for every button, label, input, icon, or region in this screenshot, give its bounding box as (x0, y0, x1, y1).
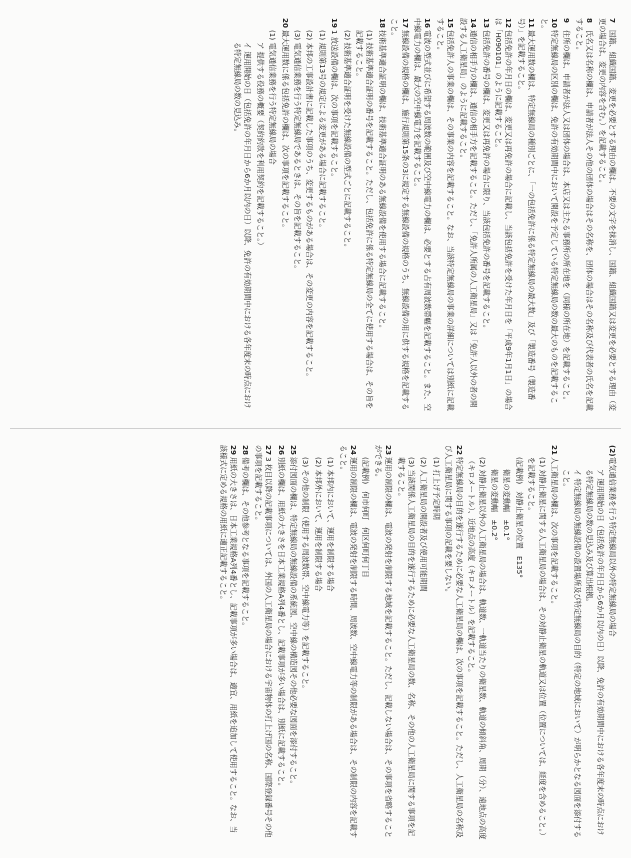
column-divider (10, 428, 621, 429)
note-number: 24 (349, 445, 359, 456)
note-text: 技術基準適合証明の欄は、技術基準適合証明のある無線設備を使用する場合に記載すること。 (377, 30, 387, 332)
note-text: (2) 本邦の工事設計書に記載した事項のうち、変更するものがある場合は、その変更の内容を記載すること。 (305, 30, 315, 381)
note-item (372, 445, 393, 840)
note-item (526, 445, 547, 840)
note-item (376, 18, 386, 413)
note-item (489, 445, 499, 840)
note-text: 運用の制限の欄は、電波の発射を制限する時間、周波数、空中線電力等の制限がある場合は、その制限の内容を記載すること。 (338, 445, 359, 838)
note-item (267, 18, 277, 413)
note-item (252, 445, 273, 840)
note-text: (3) その他の制限（使用する周波数帯、空中線電力等）を記載すること。 (301, 457, 311, 693)
note-text: 最大運用数の欄は、特定無線局の種別ごとに、「一の包括免許に係る特定無線局の最大数」及び「製造番号（製造番号）」を記載すること。 (516, 18, 537, 401)
note-text: (3) 電気通信業務を行う特定無線局であるときは、その旨を記載すること。 (293, 30, 303, 273)
note-item (584, 445, 605, 840)
note-item (457, 18, 478, 413)
note-text: (1) 本邦内において、運用を制限する場合 (326, 457, 336, 592)
note-text: (記載例) 対静止衛星の位置 E135° (514, 457, 524, 578)
note-text: (2) 本邦外において、運用を制限する場合 (313, 457, 323, 592)
note-text: (2) 対静止衛星以外の人工衛星局の場合は、軌道数、一軌道当たりの衛星数、軌道の傾斜角、周期（分）、遠地点の高度（キロメートル）、近地点の高度（キロメートル）を記載すること。 (467, 457, 487, 840)
note-item (466, 445, 487, 840)
note-item (513, 445, 523, 840)
note-item (443, 445, 464, 840)
note-text: 国籍、組織国籍、変更を必要とする理由の欄は、不要の文字を抹消し、国籍、組織国籍又は変更を必要とする理由（変更の場合は、変更の内容を含む。）を記載すること。 (597, 18, 617, 411)
note-item (418, 445, 428, 840)
note-text: イ 運用開始の日（包括免許の年月日から6か月以内の日）以降、免許の有効期間中における各年度末の時点における特定無線局の数の見込み。 (233, 42, 253, 409)
note-text: イ 特定無線局の無線設備の設置場所及び特定無線局の目的（特定の地域において）が明らかとなる図面を添付すること。 (562, 469, 582, 838)
note-text: 用紙の大きさは、日本工業規格A列4番とし、記載事項が多い場合は、適宜、用紙を追加して使用すること。なお、当該様式に定める規格の用紙に適正記載すること。 (218, 445, 238, 834)
note-text: 衛星の変動幅 ±0.2° (489, 469, 499, 541)
note-number: 8 (585, 18, 595, 24)
note-text: (2) 技術基準適合証明を受けた無線設備の型式ごとに記載すること。 (342, 30, 352, 251)
note-item (312, 445, 322, 840)
note-number: 21 (549, 445, 559, 456)
note-number: 16 (423, 18, 433, 29)
note-number: 28 (241, 445, 251, 456)
note-text: (記載例) 何市何町 何区何町何丁目 (361, 457, 371, 578)
note-number: (2) (608, 445, 617, 457)
note-text: 特定無線局の区別の欄は、免許の有効期間中において開設を予定している特定無線局の数の最大のものを記載すること。 (539, 18, 559, 404)
note-item (480, 18, 490, 413)
note-text: 運用の制限の欄は、電波の発射を制限する地域を記載すること。ただし、記載しない場合は、その事項を省略することができる。 (373, 445, 394, 838)
note-item (300, 445, 310, 840)
note-text: (1) 対静止衛星に関する人工衛星局の場合は、その対静止衛星の軌道又は位置（位置については、経度を含めること。）を記載すること。 (527, 457, 547, 840)
note-item (360, 445, 370, 840)
left-column (14, 18, 617, 413)
note-number: 29 (229, 445, 238, 456)
note-text: 備考の欄は、その他参考となる事項を記載すること。 (241, 457, 251, 630)
note-item (515, 18, 536, 413)
note-number: 7 (608, 18, 617, 24)
note-item (493, 18, 514, 413)
note-text: (1) 規則第13号の規定による変更がある場合に記載すること。 (317, 30, 327, 232)
note-item (561, 18, 571, 413)
note-item (431, 445, 441, 840)
note-item (217, 445, 238, 840)
note-text: 衛星の変動幅 ±0.1° (502, 469, 512, 541)
note-item (501, 445, 511, 840)
note-number: 18 (377, 18, 387, 29)
right-column (14, 445, 617, 840)
note-item (538, 18, 559, 413)
note-number: 9 (562, 18, 572, 24)
note-text: 特定無線局の目的を遂行するために必要な人工衛星局の欄は、次の事項を記載すること。ただし、人工衛星局の名称及び人工衛星局に関する事項の記載を要しない。 (444, 445, 464, 838)
note-number: 27 (264, 445, 274, 456)
note-text: 添付図面の欄は、特定無線局の無線設備の系統図、空中線の構造図その他必要な図面を添付すること。 (289, 457, 299, 788)
note-text: 電気通信業務を行う特定無線局以外の特定無線局の場合 (608, 457, 617, 637)
note-number: 13 (481, 18, 491, 29)
note-text: 包括免許の年月日の欄は、変更又は再免許の場合に記載し、当該包括免許を受けた年月日を「平成9年1月1日」の場合は「H090101」のように記載すること。 (493, 18, 514, 411)
note-number: 14 (469, 18, 479, 29)
note-item (254, 18, 264, 413)
note-item (337, 445, 358, 840)
note-text: (3) 当該関係人工衛星局の目的を遂行するために必要な人工衛星局の数、名称、その他の人工衛星局に関する事項を記載すること。 (396, 457, 417, 837)
note-item (329, 18, 339, 413)
note-number: 11 (527, 18, 537, 29)
note-item (325, 445, 335, 840)
note-text: (1) 打上げ予定時期 (431, 457, 441, 520)
note-number: 26 (276, 445, 286, 456)
note-text: ア 提供する役務の概要（契約約款を利用契約を記載すること。） (255, 42, 265, 250)
note-item (607, 445, 617, 840)
note-text: 最大運用数に係る包括免許の欄は、次の事項を記載すること。 (280, 30, 290, 232)
note-text: 電波の型式並びに希望する周波数の範囲及び空中線電力の欄は、必要とする占有周波数帯幅を記載すること。また、空中線電力の欄は、最大の空中線電力を記載すること。 (413, 18, 433, 411)
note-text: 別紙の欄は、用紙の大きさを日本工業規格A列4番とし、記載事項が多い場合は、別紙に記載すること。 (276, 457, 286, 790)
note-text: 1 放送設備の欄は、次の事項を記載すること。 (330, 30, 340, 181)
note-item (435, 18, 456, 413)
note-text: 氏名又は名称の欄は、申請者が法人その他の団体の場合はその名称を、団体の場合はその名称及び代表者の氏名を記載すること。 (574, 18, 595, 411)
note-text: 無線設備の規格の欄は、施行規則第15条の3に規定する無線設備の規格のうち、無線設備の用に供する規格を記載すること。 (390, 18, 410, 411)
note-item (549, 445, 559, 840)
note-item (279, 18, 289, 413)
note-item (304, 18, 314, 413)
note-text: 包括免許人の事業の欄は、その事業の内容を記載すること。なお、当該特定無線局の事業の詳細については別紙に記載すること。 (435, 18, 456, 411)
note-item (288, 445, 298, 840)
note-text: ア 運用開始の日（包括免許の年月日から6か月以内の日）以降、免許の有効期間中における各年度末の時点における特定無線局の数の見込み及び算出根拠。 (585, 469, 605, 836)
note-text: 包括免許の番号の欄は、変更又は再免許の場合に限り、当該包括免許の番号を記載すること。 (481, 30, 491, 332)
note-number: 22 (454, 445, 464, 456)
note-number: 15 (446, 18, 456, 29)
note-item (561, 445, 582, 840)
note-text: 3 枚目以降の記載事項については、外国の人工衛星局の場合における宇宙物体の打上げ国の名称、国際登録番号その他の事項を記載すること。 (253, 445, 274, 838)
note-item (395, 445, 416, 840)
note-number: 20 (280, 18, 290, 29)
note-item (573, 18, 594, 413)
note-number: 12 (504, 18, 514, 29)
note-text: 通信の相手方の欄は、通信の相手方を記載すること。ただし、「免許人所属の人工衛星局」又は「免許人以外の者の開設する人工衛星局」のように記載すること。 (458, 18, 479, 408)
note-text: (2) 人工衛星局の開設者及び使用可能期間 (419, 457, 429, 592)
note-item (275, 445, 285, 840)
note-number: 19 (330, 18, 340, 29)
note-item (341, 18, 351, 413)
note-number: 17 (400, 18, 410, 29)
note-item (389, 18, 410, 413)
note-number: 10 (549, 18, 559, 29)
note-number: 25 (289, 445, 299, 456)
note-text: (1) 電気通信業務を行う特定無線局の場合 (268, 30, 278, 165)
note-item (240, 445, 250, 840)
note-item (596, 18, 617, 413)
note-text: 人工衛星局の欄は、次の事項を記載すること。 (549, 457, 559, 608)
note-item (412, 18, 433, 413)
note-item (354, 18, 375, 413)
note-text: (1) 技術基準適合証明の番号を記載すること。ただし、包括免許に係る特定無線局の全てに使用する場合は、その旨を記載すること。 (355, 30, 375, 410)
note-item (292, 18, 302, 413)
note-number: 23 (384, 445, 394, 456)
note-item (232, 18, 253, 413)
note-item (316, 18, 326, 413)
note-text: 住所の欄は、申請者が法人又は団体の場合は、本店又は主たる事務所の所在地を（同様の所在地）を記載すること。 (562, 30, 572, 404)
